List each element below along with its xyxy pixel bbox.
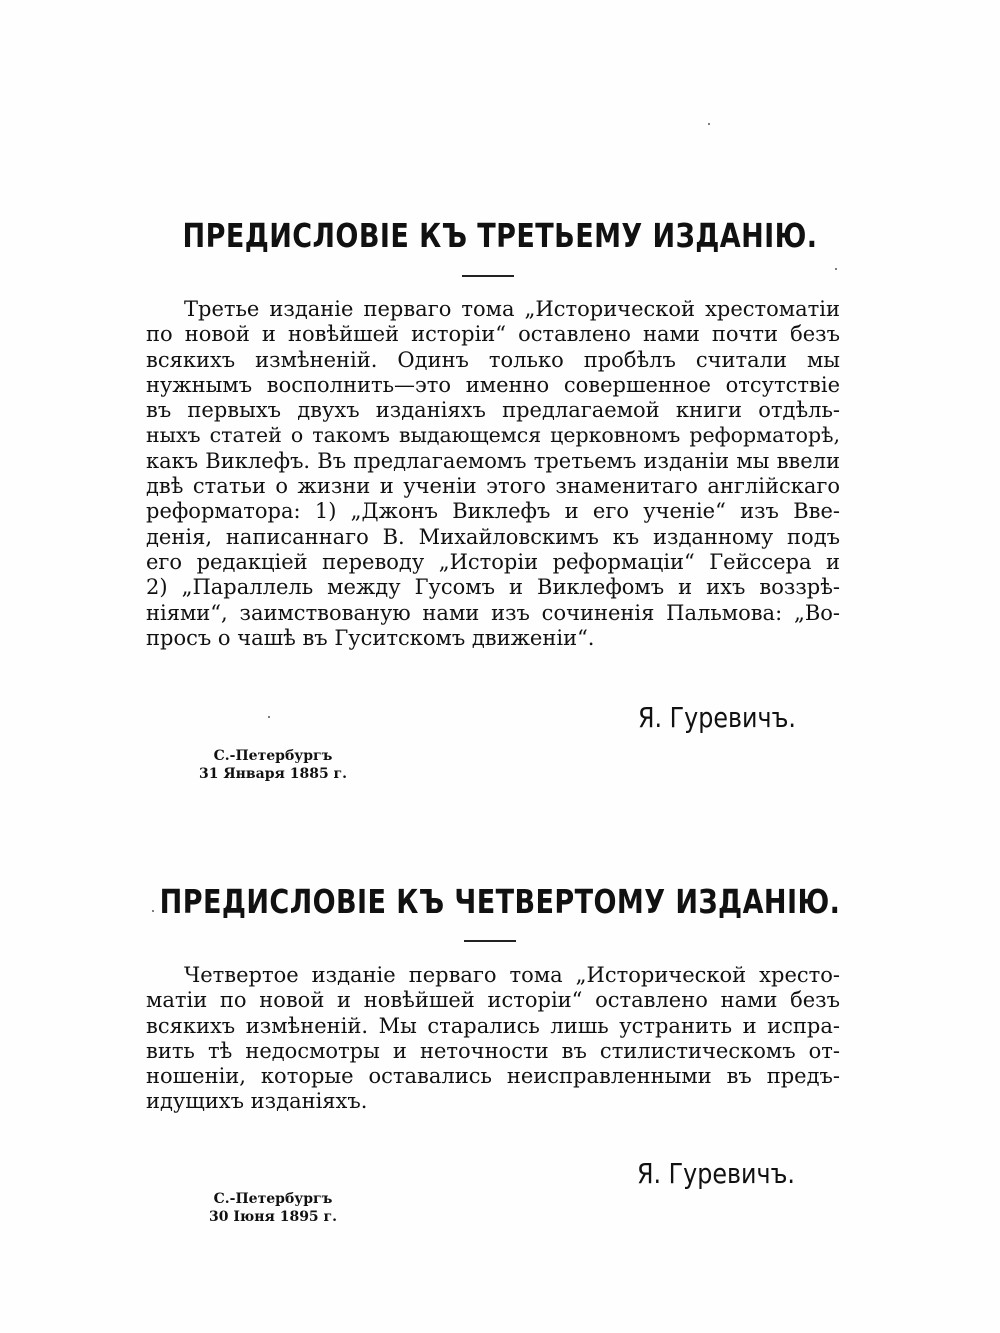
text-line: въ первыхъ двухъ изданіяхъ предлагаемой книги отдѣль- (146, 398, 840, 423)
scan-speck (152, 910, 154, 912)
text-line: просъ о чашѣ въ Гуситскомъ движеніи“. (146, 625, 595, 650)
text-line: Четвертое изданіе перваго тома „Исторической хресто- (184, 963, 840, 987)
text-line: денія, написаннаго В. Михайловскимъ къ изданному подъ (146, 524, 840, 549)
text-line: реформатора: 1) „Джонъ Виклефъ и его ученіе“ изъ Вве- (146, 499, 840, 524)
text-line: нужнымъ восполнить—это именно совершенное отсутствіе (146, 372, 840, 397)
preface-third-text (146, 297, 840, 651)
date: 30 Іюня 1895 г. (208, 1209, 338, 1225)
text-line: ношеніи, которые оставались неисправленными въ предъ- (146, 1064, 840, 1089)
title-rule (462, 275, 514, 277)
text-line: ніями“, заимствованую нами изъ сочиненія Пальмова: „Во- (146, 600, 840, 625)
text-line: матіи по новой и новѣйшей исторіи“ оставлено нами безъ (146, 988, 840, 1013)
preface-third-place-date (188, 747, 358, 783)
text-line: идущихъ изданіяхъ. (146, 1089, 368, 1114)
preface-fourth-title: ПРЕДИСЛОВІЕ КЪ ЧЕТВЕРТОМУ ИЗДАНІЮ. (159, 882, 841, 921)
place: С.-Петербургъ (213, 1191, 333, 1207)
text-line: всякихъ измѣненій. Одинъ только пробѣлъ считали мы (146, 347, 840, 372)
preface-fourth-signature: Я. Гуревичъ. (637, 1157, 795, 1190)
date: 31 Января 1885 г. (198, 766, 348, 782)
text-line: Третье изданіе перваго тома „Исторической хрестоматіи (184, 297, 840, 321)
text-line: ныхъ статей о такомъ выдающемся церковномъ реформаторѣ, (146, 423, 840, 448)
text-line: 2) „Параллель между Гусомъ и Виклефомъ и ихъ воззрѣ- (146, 575, 840, 600)
text-line: вить тѣ недосмотры и неточности въ стилистическомъ от- (146, 1038, 840, 1063)
scan-speck (708, 123, 710, 125)
text-line: по новой и новѣйшей исторіи“ оставлено нами почти безъ (146, 322, 840, 347)
scan-speck (268, 716, 270, 718)
text-line: двѣ статьи о жизни и ученіи этого знаменитаго англійскаго (146, 474, 840, 499)
place: С.-Петербургъ (213, 748, 333, 764)
preface-third-signature: Я. Гуревичъ. (638, 701, 796, 734)
text-line: его редакціей переводу „Исторіи реформаціи“ Гейссера и (146, 549, 840, 574)
preface-fourth-place-date (188, 1190, 358, 1226)
title-rule (464, 940, 516, 942)
scan-speck (835, 268, 837, 270)
text-line: какъ Виклефъ. Въ предлагаемомъ третьемъ изданіи мы ввели (146, 448, 840, 473)
preface-third-title: ПРЕДИСЛОВІЕ КЪ ТРЕТЬЕМУ ИЗДАНІЮ. (182, 216, 818, 255)
preface-fourth-text (146, 963, 840, 1115)
text-line: всякихъ измѣненій. Мы старались лишь устранить и испра- (146, 1013, 840, 1038)
